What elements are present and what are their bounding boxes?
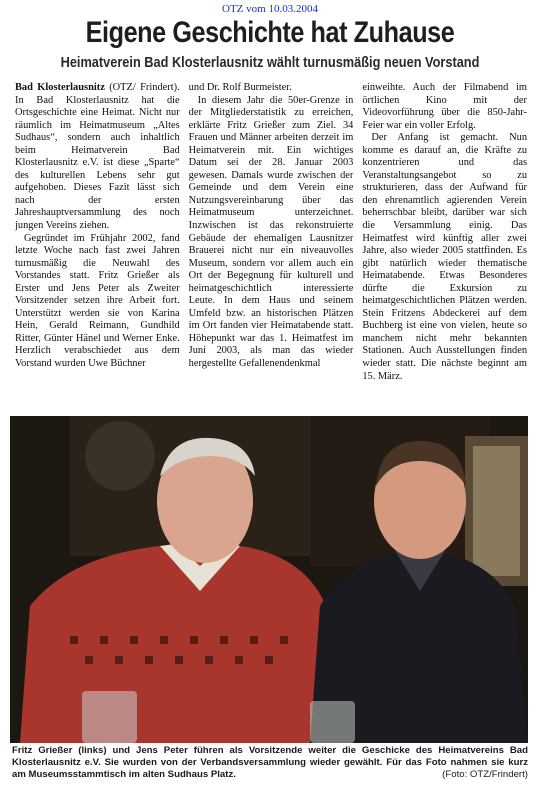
beer-glass-left	[82, 691, 137, 743]
photo-credit: (Foto: OTZ/Frindert)	[442, 769, 528, 780]
article-photo	[10, 416, 528, 743]
paragraph: Der Anfang ist gemacht. Nun komme es darauf an, die Kräfte zu konzentrieren und das Veranstaltungsangebot so zu strukturieren, dass der Aufwand für den ehrenamtlich agierenden Verein beherrschbar bleibt, darüber war sich die Versammlung einig. Das Heimatfest wird künftig aller zwei Jahre, also wieder 2005 stattfinden. Es gibt natürlich wieder thematische Heimatabende. Etwas Besonderes dürfte die Exkursion zu heimatgeschichtlichen Plätzen werden. Stein Fritzens Abdeckerei auf dem Buchberg ist eine von vielen, heute so manchem nicht mehr bekannten Stationen. Auch Ausstellungen finden wieder statt. Die nächste beginnt am 15. März.	[362, 132, 528, 382]
left-man-sweater	[20, 546, 340, 743]
photo-two-men-illustration	[10, 416, 528, 743]
source-line: OTZ vom 10.03.2004	[222, 3, 318, 15]
paragraph: und Dr. Rolf Burmeister.	[188, 82, 292, 93]
article-column-1	[15, 82, 180, 412]
article-body	[15, 82, 527, 412]
photo-caption	[12, 745, 528, 781]
paragraph: Bad Klosterlausnitz (OTZ/ Frindert). In Bad Klosterlausnitz hat die Ortsgeschichte eine Heimat. Nicht nur räumlich im Heimatmuseum „Altes Sudhaus“, sondern auch inhaltlich beim Heimatverein Bad Klosterlausnitz e.V. ist diese „Sparte“ des kulturellen Lebens sehr gut aufgehoben. Dieses Fazit lässt sich nach der ersten Jahreshauptversammlung des noch jungen Vereins ziehen.	[15, 82, 180, 232]
caption-text: Fritz Grießer (links) und Jens Peter führen als Vorsitzende weiter die Geschicke des Heimatvereins Bad Klosterlausnitz e.V. Sie wurden von der Verbandsversammlung wieder gewählt. Für das Foto nahmen sie kurz am Museumsstammtisch im alten Sudhaus Platz.	[12, 745, 528, 780]
paragraph: einweihte. Auch der Filmabend im örtlichen Kino mit der Videovorführung über die 850-Jahr-Feier war ein voller Erfolg.	[362, 82, 528, 131]
paragraph: Gegründet im Frühjahr 2002, fand letzte Woche nach fast zwei Jahren turnusmäßig die Neuwahl des Vorstandes statt. Fritz Grießer als Erster und Jens Peter als Zweiter Vorsitzender setzen ihre Arbeit fort. Unterstützt werden sie von Karina Hein, Gerald Reimann, Gundhild Ritter, Günter Hänel und Werner Enke. Herzlich verabschiedet aus dem Vorstand wurden Uwe Büchner	[15, 232, 180, 370]
dateline: Bad Klosterlausnitz	[15, 82, 105, 93]
subheadline: Heimatverein Bad Klosterlausnitz wählt turnusmäßig neuen Vorstand	[60, 55, 480, 71]
article-column-3	[362, 82, 527, 412]
headline: Eigene Geschichte hat Zuhause	[85, 16, 455, 49]
article-column-2	[189, 82, 354, 412]
beer-glass-right	[310, 701, 355, 743]
paragraph: In diesem Jahr die 50er-Grenze in der Mitgliederstatistik zu erreichen, erklärte Fritz Grießer zum Ziel. 34 Frauen und Männer arbeiten derzeit im Heimatverein mit. Ein wichtiges Datum sei der 28. Januar 2003 gewesen. Damals wurde zwischen der Gemeinde und dem Verein eine Nutzungsvereinbarung über das Heimatmuseum unterzeichnet. Inzwischen ist das rekonstruierte Gebäude der ehemaligen Lausnitzer Brauerei nicht nur ein niveauvolles Museum, sondern vor allem auch ein Ort der Begegnung für kulturell und heimatgeschichtlich interessierte Leute. In dem Haus und seinem Umfeld bzw. an historischen Plätzen im Ort fanden vier Heimatabende statt. Höhepunkt war das 1. Heimatfest im Juni 2003, als man das wieder hergestellte Gefallenendenkmal	[188, 94, 354, 370]
